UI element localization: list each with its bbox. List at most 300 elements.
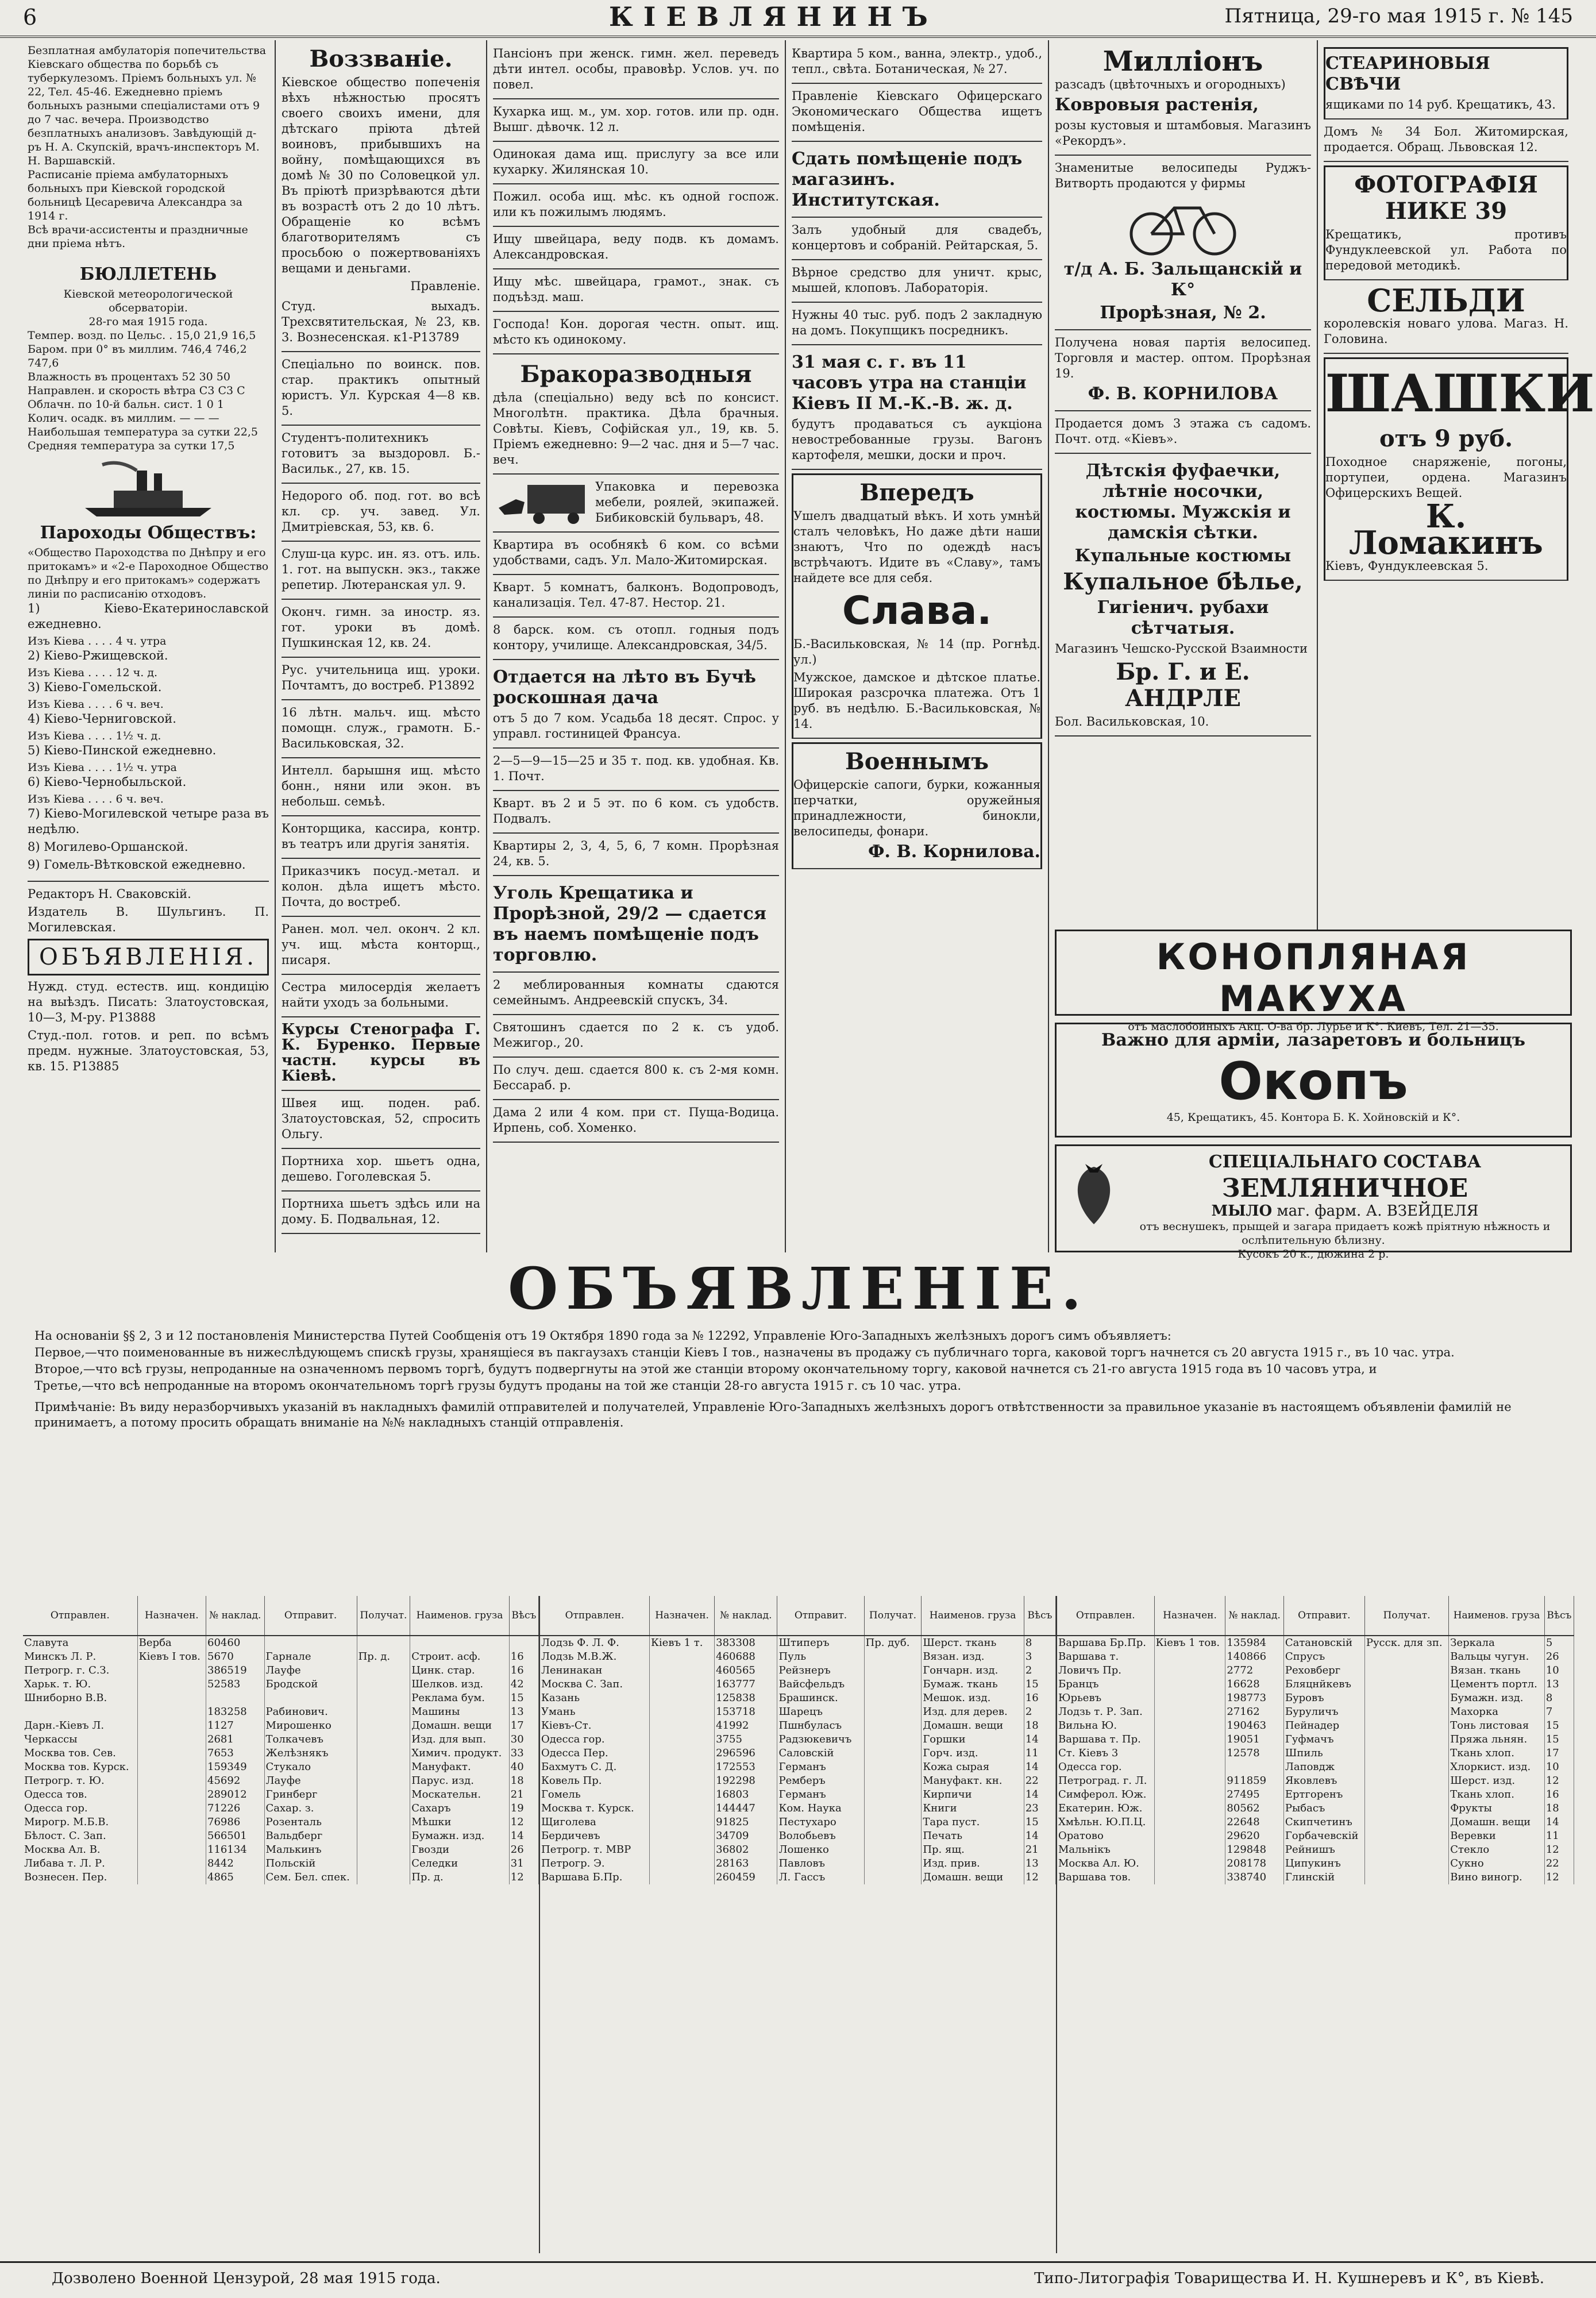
table-cell: Штиперъ bbox=[777, 1636, 864, 1650]
table-cell: 21 bbox=[1024, 1843, 1055, 1857]
bulletin-row: Направлен. и скорость вѣтра C3 C3 C bbox=[28, 384, 245, 397]
ad-text: Недорого об. под. гот. во всѣ кл. ср. уч. завед. Ул. Дмитріевская, 53, кв. 6. bbox=[282, 489, 480, 534]
table-cell: 18 bbox=[1024, 1719, 1055, 1733]
carpet-sub: розы кустовыя и штамбовыя. Магазинъ «Рекордъ». bbox=[1055, 118, 1311, 148]
table-cell: Ковель Пр. bbox=[540, 1774, 649, 1788]
table-cell bbox=[137, 1746, 206, 1760]
table-cell: Ст. Кіевъ 3 bbox=[1057, 1746, 1154, 1760]
table-cell bbox=[1154, 1871, 1225, 1884]
table-header-cell: Отправлен. bbox=[540, 1596, 649, 1636]
table-cell bbox=[1154, 1678, 1225, 1691]
table-cell: 30 bbox=[509, 1733, 538, 1746]
table-cell bbox=[1154, 1802, 1225, 1815]
hospital-notice: Расписаніе пріема амбулаторныхъ больныхъ при Кіевской городской больницѣ Цесаревича Александра за 1914 г. bbox=[28, 168, 242, 222]
table-cell: Лаповдж bbox=[1283, 1760, 1364, 1774]
photo-ad bbox=[1324, 165, 1568, 280]
ad-text: Пансіонъ при женск. гимн. жел. переведъ дѣти интел. особы, правовѣр. Услов. уч. по повел. bbox=[493, 47, 779, 91]
bicycle2-text: Получена новая партія велосипед. Торговля и мастер. оптом. Прорѣзная 19. bbox=[1055, 336, 1311, 380]
route-detail: Изъ Кіева . . . . 1½ ч. утра bbox=[28, 761, 177, 774]
table-cell: Хмѣльн. Ю.П.Ц. bbox=[1057, 1815, 1154, 1829]
table-row bbox=[540, 1788, 1056, 1802]
soap-line2: ЗЕМЛЯНИЧНОЕ bbox=[1221, 1174, 1468, 1203]
route-item: 6) Кіево-Чернобыльской. bbox=[28, 775, 187, 789]
table-header-cell: Получат. bbox=[864, 1596, 922, 1636]
table-cell bbox=[1364, 1871, 1448, 1884]
route-detail: Изъ Кіева . . . . 6 ч. веч. bbox=[28, 698, 164, 711]
table-cell: Гомель bbox=[540, 1788, 649, 1802]
table-cell: Ципукинъ bbox=[1283, 1857, 1364, 1871]
appeal-title: Воззваніе. bbox=[309, 45, 453, 72]
table-cell: 12 bbox=[509, 1815, 538, 1829]
table-cell: Кіевъ 1 т. bbox=[649, 1636, 714, 1650]
table-cell: Пряжа льнян. bbox=[1449, 1733, 1545, 1746]
classified-ad bbox=[792, 263, 1042, 303]
table-cell bbox=[864, 1719, 922, 1733]
table-cell: Верба bbox=[137, 1636, 206, 1650]
table-cell: Одесса гор. bbox=[540, 1733, 649, 1746]
herring-sub: королевскія новаго улова. Магаз. Н. Головина. bbox=[1324, 317, 1568, 346]
table-cell: Казань bbox=[540, 1691, 649, 1705]
strawberry-icon bbox=[1062, 1150, 1125, 1230]
table-cell: Умань bbox=[540, 1705, 649, 1719]
table-cell bbox=[1364, 1664, 1448, 1678]
table-cell: Пшнбуласъ bbox=[777, 1719, 864, 1733]
ad-text: Швея ищ. поден. раб. Златоустовская, 52, спросить Ольгу. bbox=[282, 1096, 480, 1141]
military-items: Офицерскіе сапоги, бурки, кожанныя перчатки, оружейныя принадлежности, бинокли, велосипеды, фонари. bbox=[793, 778, 1040, 838]
table-cell bbox=[137, 1857, 206, 1871]
andrle-address: Бол. Васильковская, 10. bbox=[1055, 715, 1209, 728]
table-cell: 52583 bbox=[206, 1678, 265, 1691]
table-cell: Одесса тов. bbox=[23, 1788, 137, 1802]
table-cell: Москва С. Зап. bbox=[540, 1678, 649, 1691]
classified-ad bbox=[282, 1093, 480, 1149]
table-cell: 27162 bbox=[1225, 1705, 1283, 1719]
notice-title: ОБЪЯВЛЕНІЕ. bbox=[508, 1255, 1089, 1322]
holiday-notice: Всѣ врачи-ассистенты и праздничные дни пріема нѣтъ. bbox=[28, 223, 248, 250]
classified-ad bbox=[282, 1194, 480, 1234]
bulletin-row: Бaром. при 0° въ миллим. 746,4 746,2 747,6 bbox=[28, 343, 247, 369]
editor-block bbox=[28, 881, 269, 935]
classified-ad bbox=[1324, 122, 1568, 162]
table-cell: Петрогр. г. С.З. bbox=[23, 1664, 137, 1678]
table-cell: 13 bbox=[1544, 1678, 1574, 1691]
table-cell: Вязан. изд. bbox=[922, 1650, 1024, 1664]
classified-ad bbox=[493, 44, 779, 99]
table-cell bbox=[1225, 1760, 1283, 1774]
table-row bbox=[23, 1829, 539, 1843]
table-cell bbox=[264, 1636, 357, 1650]
table-cell: Дарн.-Кіевъ Л. bbox=[23, 1719, 137, 1733]
table-cell: Горбачевскій bbox=[1283, 1829, 1364, 1843]
table-cell: Стукало bbox=[264, 1760, 357, 1774]
slava-ad bbox=[792, 473, 1042, 739]
table-cell bbox=[357, 1843, 410, 1857]
table-cell bbox=[137, 1719, 206, 1733]
table-cell: Мѣшки bbox=[410, 1815, 510, 1829]
dacha-title: Отдается на лѣто въ Бучѣ роскошная дача bbox=[493, 667, 757, 708]
table-cell bbox=[137, 1664, 206, 1678]
table-cell bbox=[357, 1815, 410, 1829]
divorce-ad bbox=[493, 357, 779, 475]
table-cell: Лошенко bbox=[777, 1843, 864, 1857]
table-row bbox=[540, 1843, 1056, 1857]
table-cell: 34709 bbox=[715, 1829, 777, 1843]
classified-ad bbox=[493, 1102, 779, 1143]
table-cell: Одесса гор. bbox=[1057, 1760, 1154, 1774]
table-cell: Цементъ портл. bbox=[1449, 1678, 1545, 1691]
table-cell: Гринберг bbox=[264, 1788, 357, 1802]
table-cell bbox=[864, 1733, 922, 1746]
table-row bbox=[1057, 1664, 1574, 1678]
table-cell: Махорка bbox=[1449, 1705, 1545, 1719]
table-cell: Рыбасъ bbox=[1283, 1802, 1364, 1815]
table-cell: Мешок. изд. bbox=[922, 1691, 1024, 1705]
notice-line: Третье,—что всѣ непроданные на второмъ окончательномъ торгѣ грузы будутъ проданы на той же станціи 28-го августа 1915 г. съ 10 час. утра. bbox=[34, 1379, 962, 1393]
table-cell: Шерст. изд. bbox=[1449, 1774, 1545, 1788]
classified-ad bbox=[282, 1020, 480, 1091]
table-cell: 192298 bbox=[715, 1774, 777, 1788]
table-cell: Бляцнйкевъ bbox=[1283, 1678, 1364, 1691]
table-row bbox=[540, 1691, 1056, 1705]
table-cell: 7 bbox=[1544, 1705, 1574, 1719]
table-cell: Радзюкевичъ bbox=[777, 1733, 864, 1746]
table-cell: Рабинович. bbox=[264, 1705, 357, 1719]
okop-intro: Важно для арміи, лазаретовъ и больницъ bbox=[1101, 1030, 1526, 1050]
ad-text: Оконч. гимн. за иностр. яз. гот. уроки въ домѣ. Пушкинская 12, кв. 24. bbox=[282, 605, 480, 650]
table-cell: Ертгоренъ bbox=[1283, 1788, 1364, 1802]
table-cell bbox=[864, 1774, 922, 1788]
table-cell: Спрусъ bbox=[1283, 1650, 1364, 1664]
table-cell: Лодзь М.В.Ж. bbox=[540, 1650, 649, 1664]
table-row bbox=[1057, 1719, 1574, 1733]
table-row bbox=[23, 1636, 539, 1650]
table-cell: Германъ bbox=[777, 1788, 864, 1802]
classified-ad bbox=[282, 861, 480, 917]
table-cell: 26 bbox=[1544, 1650, 1574, 1664]
table-cell: 172553 bbox=[715, 1760, 777, 1774]
hygiene-title: Гигіенич. рубахи сѣтчатыя. bbox=[1097, 597, 1269, 638]
ad-text: Продается домъ 3 этажа съ садомъ. Почт. отд. «Кіевъ». bbox=[1055, 417, 1311, 446]
table-cell bbox=[357, 1746, 410, 1760]
table-cell: 4865 bbox=[206, 1871, 265, 1884]
route-detail: Изъ Кіева . . . . 1½ ч. д. bbox=[28, 730, 161, 742]
classified-ad bbox=[493, 975, 779, 1015]
table-cell: Вознесен. Пер. bbox=[23, 1871, 137, 1884]
table-cell: 18 bbox=[509, 1774, 538, 1788]
table-cell: 15 bbox=[1544, 1719, 1574, 1733]
table-cell: 8442 bbox=[206, 1857, 265, 1871]
table-cell: Цинк. стар. bbox=[410, 1664, 510, 1678]
military-title: Военнымъ bbox=[845, 748, 989, 775]
ad-text: Курсы Стенографа Г. К. Буренко. Первые частн. курсы въ Кіевѣ. bbox=[282, 1021, 480, 1085]
table-cell bbox=[864, 1857, 922, 1871]
table-cell: 23 bbox=[1024, 1802, 1055, 1815]
table-cell: Гарнале bbox=[264, 1650, 357, 1664]
table-cell bbox=[357, 1829, 410, 1843]
table-cell: 16 bbox=[1544, 1788, 1574, 1802]
soap-line1: СПЕЦІАЛЬНАГО СОСТАВА bbox=[1208, 1152, 1482, 1172]
military-ad bbox=[792, 742, 1042, 869]
table-cell: Оратово bbox=[1057, 1829, 1154, 1843]
table-cell: 159349 bbox=[206, 1760, 265, 1774]
route-item: 1) Кіево-Екатеринославской ежедневно. bbox=[28, 602, 269, 631]
table-row bbox=[23, 1733, 539, 1746]
table-cell bbox=[864, 1760, 922, 1774]
bulletin-row: Облачн. по 10-й бальн. сист. 1 0 1 bbox=[28, 398, 224, 411]
table-cell: 45692 bbox=[206, 1774, 265, 1788]
table-cell: Горч. изд. bbox=[922, 1746, 1024, 1760]
table-cell: Петрогр. Э. bbox=[540, 1857, 649, 1871]
bulletin-title: БЮЛЛЕТЕНЬ bbox=[79, 264, 217, 284]
table-row bbox=[540, 1815, 1056, 1829]
table-cell: 76986 bbox=[206, 1815, 265, 1829]
table-block bbox=[23, 1596, 540, 2253]
table-cell: 289012 bbox=[206, 1788, 265, 1802]
table-cell: 460688 bbox=[715, 1650, 777, 1664]
ad-text: Квартира въ особнякѣ 6 ком. со всѣми удобствами, садъ. Ул. Мало-Житомирская. bbox=[493, 538, 779, 567]
table-row bbox=[1057, 1788, 1574, 1802]
table-cell: Вильна Ю. bbox=[1057, 1719, 1154, 1733]
table-cell: 208178 bbox=[1225, 1857, 1283, 1871]
soap-line3: МЫЛО bbox=[1211, 1202, 1273, 1220]
table-header-cell: Отправлен. bbox=[1057, 1596, 1154, 1636]
makukha-title: КОНОПЛЯНАЯ МАКУХА bbox=[1156, 936, 1471, 1020]
table-cell: 2681 bbox=[206, 1733, 265, 1746]
ad-text: Кварт. въ 2 и 5 эт. по 6 ком. съ удобств. Подвалъ. bbox=[493, 796, 779, 826]
table-cell bbox=[1364, 1650, 1448, 1664]
table-header-row bbox=[540, 1596, 1056, 1636]
table-cell: 12 bbox=[509, 1871, 538, 1884]
table-cell bbox=[649, 1691, 714, 1705]
table-cell: Шниборно В.В. bbox=[23, 1691, 137, 1705]
table-cell bbox=[1154, 1760, 1225, 1774]
table-cell: Пейнадер bbox=[1283, 1719, 1364, 1733]
table-cell: Москва тов. Курск. bbox=[23, 1760, 137, 1774]
table-header-cell: Получат. bbox=[357, 1596, 410, 1636]
page-footer bbox=[0, 2261, 1596, 2295]
ambulatory-notice: Безплатная амбулаторія попечительства Кіевскаго общества по борьбѣ съ туберкулезомъ. Пріемъ больныхъ ул. № 22, Тел. 45-46. Ежедневно пріемъ больныхъ разными спеціалистами отъ 9 до 7 час. вечера. Производство безплатныхъ анализовъ. Завѣдующій д-ръ Н. А. Скупскій, врачъ-инспекторъ М. Н. Варшавскій. bbox=[28, 44, 267, 167]
table-cell bbox=[137, 1678, 206, 1691]
table-cell: Желѣзнякъ bbox=[264, 1746, 357, 1760]
printer-note: Типо-Литографія Товарищества И. Н. Кушнеревъ и К°, въ Кіевѣ. bbox=[1034, 2270, 1544, 2287]
table-cell: Славута bbox=[23, 1636, 137, 1650]
slava-goods: Мужское, дамское и дѣтское платье. Широкая разсрочка платежа. Отъ 1 руб. въ недѣлю. Б.-Васильковская, № 14. bbox=[793, 670, 1040, 731]
bulletin-subtitle: Кіевской метеорологической обсерваторіи. bbox=[63, 288, 233, 314]
table-cell: Печать bbox=[922, 1829, 1024, 1843]
censor-note: Дозволено Военной Цензурой, 28 мая 1915 года. bbox=[52, 2270, 441, 2287]
table-row bbox=[23, 1746, 539, 1760]
classified-ad bbox=[282, 296, 480, 352]
route-item: 7) Кіево-Могилевской четыре раза въ недѣлю. bbox=[28, 807, 269, 836]
million-sub: разсадъ (цвѣточныхъ и огородныхъ) bbox=[1055, 78, 1286, 91]
notice-line: Первое,—что поименованные въ нижеслѣдующемъ спискѣ грузы, хранящіеся въ пакгаузахъ станціи Кіевъ I тов., назначены въ продажу съ публичнаго торга, каковой торгъ начнется съ 20 августа 1915 г., въ 10 час. утра. bbox=[34, 1345, 1455, 1359]
table-header-cell: Отправит. bbox=[264, 1596, 357, 1636]
table-cell: 386519 bbox=[206, 1664, 265, 1678]
shashki-price: отъ 9 руб. bbox=[1379, 425, 1513, 452]
table-cell: Павловъ bbox=[777, 1857, 864, 1871]
table-cell: Ткань хлоп. bbox=[1449, 1788, 1545, 1802]
divorce-title: Бракоразводныя bbox=[520, 361, 752, 388]
ad-text: Портниха шьетъ здѣсь или на дому. Б. Подвальная, 12. bbox=[282, 1197, 480, 1226]
column-5 bbox=[1049, 40, 1318, 931]
table-cell: Сукно bbox=[1449, 1857, 1545, 1871]
table-cell: Русск. для зп. bbox=[1364, 1636, 1448, 1650]
photo-title bbox=[1325, 172, 1567, 225]
table-cell: Одесса гор. bbox=[23, 1802, 137, 1815]
table-row bbox=[1057, 1636, 1574, 1650]
ad-text: Домъ № 34 Бол. Житомирская, продается. Обращ. Львовская 12. bbox=[1324, 125, 1568, 154]
publisher-label: Издатель bbox=[28, 905, 88, 919]
bulletin-row: Средняя температура за сутки 17,5 bbox=[28, 439, 235, 452]
table-cell: Сем. Бел. спек. bbox=[264, 1871, 357, 1884]
table-cell: 12 bbox=[1544, 1843, 1574, 1857]
table-cell: Волобьевъ bbox=[777, 1829, 864, 1843]
ad-text: 2—5—9—15—25 и 35 т. под. кв. удобная. Кв. 1. Почт. bbox=[493, 754, 779, 783]
table-cell bbox=[137, 1760, 206, 1774]
table-cell: Бѣлост. С. Зап. bbox=[23, 1829, 137, 1843]
table-block-2 bbox=[540, 1596, 1056, 1884]
route-item: 8) Могилево-Оршанской. bbox=[28, 840, 188, 854]
steamers-title: Пароходы Обществъ: bbox=[40, 523, 257, 543]
table-row bbox=[540, 1802, 1056, 1815]
classified-ad bbox=[282, 761, 480, 816]
issue-date: Пятница, 29-го мая 1915 г. № 145 bbox=[1224, 5, 1573, 28]
soap-line3-block bbox=[1062, 1202, 1564, 1220]
notice-text bbox=[34, 1328, 1563, 1432]
table-header-cell: Назначен. bbox=[649, 1596, 714, 1636]
table-cell bbox=[1154, 1857, 1225, 1871]
table-cell: Вязан. ткань bbox=[1449, 1664, 1545, 1678]
table-cell: Домашн. вещи bbox=[922, 1719, 1024, 1733]
table-cell: 144447 bbox=[715, 1802, 777, 1815]
table-cell bbox=[357, 1691, 410, 1705]
table-cell bbox=[137, 1788, 206, 1802]
ad-text: Правленіе Кіевскаго Офицерскаго Экономическаго Общества ищетъ помѣщенія. bbox=[792, 89, 1042, 134]
table-cell: Домашн. вещи bbox=[410, 1719, 510, 1733]
bulletin-rows bbox=[28, 329, 269, 453]
table-cell bbox=[864, 1746, 922, 1760]
banner-makukha bbox=[1055, 930, 1572, 1033]
freight-table bbox=[23, 1596, 1574, 2253]
ad-text: Нужны 40 тыс. руб. подъ 2 закладную на домъ. Покупщикъ посредникъ. bbox=[792, 308, 1042, 337]
table-cell: Мирошенко bbox=[264, 1719, 357, 1733]
table-cell: Толкачевъ bbox=[264, 1733, 357, 1746]
table-cell bbox=[649, 1802, 714, 1815]
table-row bbox=[540, 1636, 1056, 1650]
dacha-ad bbox=[493, 662, 779, 749]
routes-list bbox=[28, 601, 269, 873]
table-cell: 11 bbox=[1024, 1746, 1055, 1760]
table-header-cell: Назначен. bbox=[137, 1596, 206, 1636]
table-block-1 bbox=[23, 1596, 539, 1884]
firm-address: Прорѣзная, № 2. bbox=[1100, 303, 1266, 323]
ad-text: Святошинъ сдается по 2 к. съ удоб. Межигор., 20. bbox=[493, 1020, 779, 1050]
table-cell: 18 bbox=[1544, 1802, 1574, 1815]
table-cell bbox=[1154, 1664, 1225, 1678]
table-cell bbox=[1364, 1678, 1448, 1691]
table-cell bbox=[137, 1843, 206, 1857]
table-cell: Петрогр. т. МВР bbox=[540, 1843, 649, 1857]
table-cell: Шелков. изд. bbox=[410, 1678, 510, 1691]
table-cell: Бахмутъ С. Д. bbox=[540, 1760, 649, 1774]
table-cell: Минскъ Л. Р. bbox=[23, 1650, 137, 1664]
table-row bbox=[23, 1691, 539, 1705]
classified-ad: Студ.-пол. готов. и реп. по всѣмъ предм. нужные. Златоустовская, 53, кв. 15. Р13885 bbox=[28, 1028, 269, 1073]
table-cell bbox=[1154, 1705, 1225, 1719]
ad-text: Пожил. особа ищ. мѣс. къ одной госпож. или къ пожилымъ людямъ. bbox=[493, 190, 779, 219]
table-cell: 3755 bbox=[715, 1733, 777, 1746]
table-cell bbox=[1364, 1733, 1448, 1746]
ad-text: Портниха хор. шьетъ одна, дешево. Гоголевская 5. bbox=[282, 1154, 480, 1183]
classified-ad bbox=[282, 486, 480, 542]
table-cell: Ленинакан bbox=[540, 1664, 649, 1678]
table-cell: Германъ bbox=[777, 1760, 864, 1774]
table-row bbox=[23, 1760, 539, 1774]
table-cell: Лауфе bbox=[264, 1774, 357, 1788]
table-cell: 3 bbox=[1024, 1650, 1055, 1664]
table-block bbox=[1057, 1596, 1574, 2253]
bathing-title: Купальные костюмы bbox=[1074, 546, 1292, 566]
table-header-cell: Вѣсъ bbox=[1544, 1596, 1574, 1636]
table-cell: 1127 bbox=[206, 1719, 265, 1733]
table-cell: 28163 bbox=[715, 1857, 777, 1871]
table-cell: 80562 bbox=[1225, 1802, 1283, 1815]
table-cell: 14 bbox=[1024, 1733, 1055, 1746]
table-cell: 140866 bbox=[1225, 1650, 1283, 1664]
table-cell: Москва тов. Сев. bbox=[23, 1746, 137, 1760]
column-6 bbox=[1318, 40, 1595, 931]
table-header-row bbox=[23, 1596, 539, 1636]
table-cell: 460565 bbox=[715, 1664, 777, 1678]
ad-text: Сдать помѣщеніе подъ магазинъ. Институтская. bbox=[792, 149, 1023, 210]
table-row bbox=[23, 1857, 539, 1871]
table-cell: Парус. изд. bbox=[410, 1774, 510, 1788]
table-cell: Пр. дуб. bbox=[864, 1636, 922, 1650]
table-cell: Кіевъ 1 тов. bbox=[1154, 1636, 1225, 1650]
table-cell: Бумаж. ткань bbox=[922, 1678, 1024, 1691]
table-cell: 13 bbox=[509, 1705, 538, 1719]
route-item: 9) Гомель-Вѣтковской ежедневно. bbox=[28, 858, 246, 872]
table-cell: Буровъ bbox=[1283, 1691, 1364, 1705]
table-row bbox=[540, 1664, 1056, 1678]
table-cell bbox=[864, 1829, 922, 1843]
notice-line: Примѣчаніе: Въ виду неразборчивыхъ указаній въ накладныхъ фамилій отправителей и получателей, Управленіе Юго-Западныхъ желѣзныхъ дорогъ отвѣтственности за правильное указаніе въ настоящемъ объявленіи фамилій не принимаетъ, а потому просить обращать вниманіе на №№ накладныхъ станцій отправленія. bbox=[34, 1400, 1512, 1429]
ad-text: Квартиры 2, 3, 4, 5, 6, 7 комн. Прорѣзная 24, кв. 5. bbox=[493, 839, 779, 868]
classified-ad bbox=[493, 187, 779, 227]
table-header-cell: Наименов. груза bbox=[410, 1596, 510, 1636]
ad-text: Дама 2 или 4 ком. при ст. Пуща-Водица. Ирпень, соб. Хоменко. bbox=[493, 1105, 779, 1135]
banner-soap bbox=[1055, 1144, 1572, 1260]
herring-title: СЕЛЬДИ bbox=[1367, 282, 1525, 319]
route-item: 4) Кіево-Черниговской. bbox=[28, 712, 176, 726]
classified-ad bbox=[493, 144, 779, 184]
poem-text: Ушелъ двадцатый вѣкъ. И хоть умнѣй сталъ человѣкъ, Но даже дѣти наши знаютъ, Что по одеждѣ насъ встрѣчаютъ. Идите въ «Славу», тамъ найдете все для себя. bbox=[793, 509, 1040, 585]
table-cell: Рейзнеръ bbox=[777, 1664, 864, 1678]
table-row bbox=[1057, 1705, 1574, 1719]
table-cell bbox=[1154, 1843, 1225, 1857]
table-cell: Скипчетинъ bbox=[1283, 1815, 1364, 1829]
table-cell: Саловскій bbox=[777, 1746, 864, 1760]
table-cell: Черкассы bbox=[23, 1733, 137, 1746]
table-header-cell: Вѣсъ bbox=[1024, 1596, 1055, 1636]
shashki-sub: Походное снаряженіе, погоны, портупеи, ордена. Магазинъ Офицерскихъ Вещей. bbox=[1325, 455, 1567, 500]
table-cell: Розенталь bbox=[264, 1815, 357, 1829]
table-cell: Реховберг bbox=[1283, 1664, 1364, 1678]
table-cell: Бранцъ bbox=[1057, 1678, 1154, 1691]
table-cell: Сахар. з. bbox=[264, 1802, 357, 1815]
table-row bbox=[23, 1719, 539, 1733]
classified-ad bbox=[493, 229, 779, 269]
